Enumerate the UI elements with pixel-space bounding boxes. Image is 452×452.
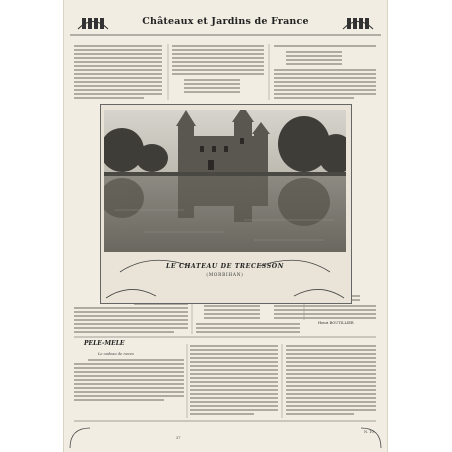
footer-ornament <box>64 420 387 452</box>
footer-left: 37 <box>176 436 181 440</box>
magazine-page <box>64 0 387 452</box>
castle-photo <box>104 110 346 252</box>
caption-ornament <box>100 252 350 302</box>
article-signature: Henri BOUTILLIER <box>318 321 354 325</box>
figure-caption-title: LE CHATEAU DE TRECESSON <box>165 263 285 270</box>
section-subheading: Le cadeau de noces <box>98 352 134 356</box>
footer-right: N. 10 <box>364 430 374 434</box>
page-header-title: Châteaux et Jardins de France <box>142 16 309 27</box>
section-heading: PELE-MELE <box>84 340 125 347</box>
figure-caption-subtitle: (MORBIHAN) <box>206 272 244 277</box>
